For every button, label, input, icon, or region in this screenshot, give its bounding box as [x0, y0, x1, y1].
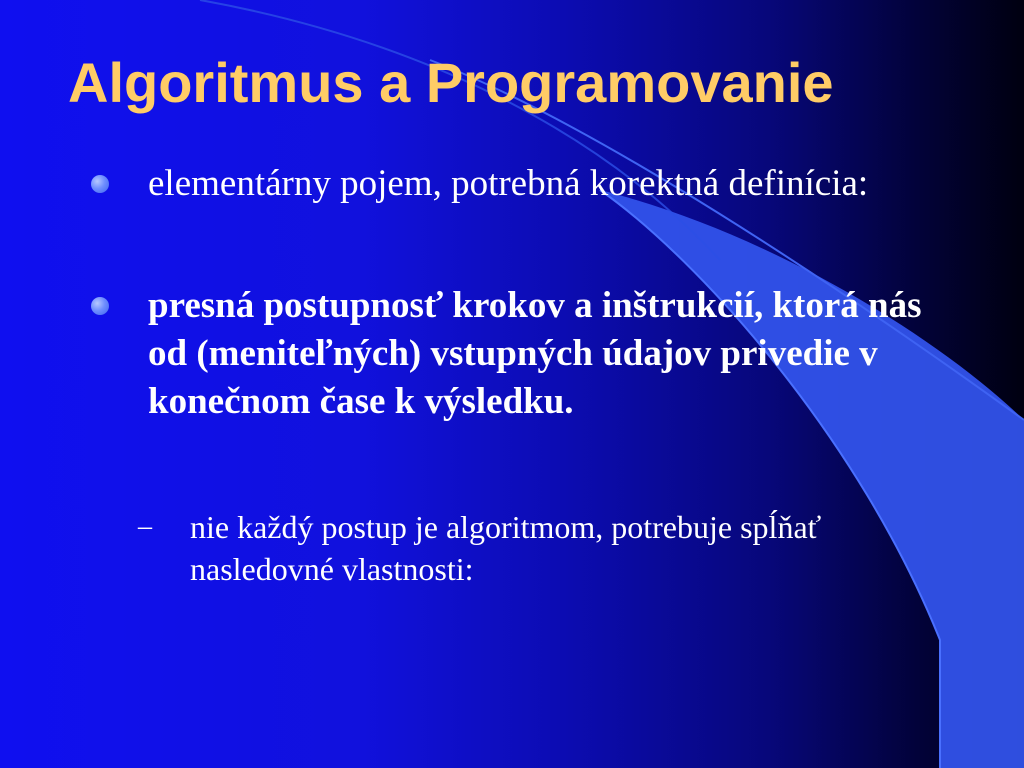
dash-marker: –	[138, 511, 152, 542]
sub-bullet-text: nie každý postup je algoritmom, potrebuje spĺňať nasledovné vlastnosti:	[190, 509, 822, 587]
slide-title: Algoritmus a Programovanie	[68, 51, 834, 114]
bullet-item-algorithm-definition	[148, 282, 938, 426]
bullet-dot-icon	[91, 175, 109, 193]
bullet-text: presná postupnosť krokov a inštrukcií, ktorá nás od (meniteľných) vstupných údajov privedie v konečnom čase k výsledku.	[148, 285, 922, 422]
bullet-item-definition	[148, 160, 938, 208]
bullet-dot-icon	[91, 297, 109, 315]
bullet-text: elementárny pojem, potrebná korektná definícia:	[148, 163, 869, 204]
sub-bullet-item-properties	[138, 506, 910, 590]
